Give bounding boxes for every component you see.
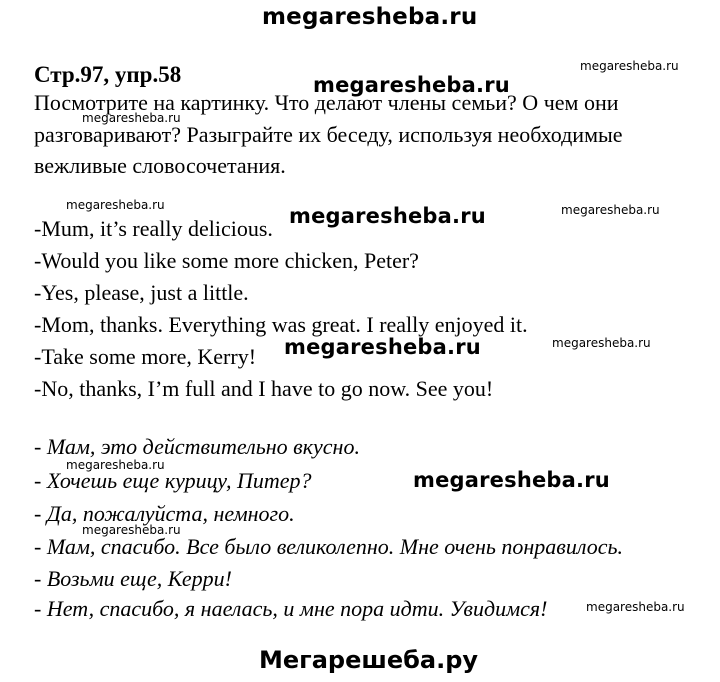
dialogue-ru-line: - Мам, спасибо. Все было великолепно. Мне очень понравилось.: [34, 534, 623, 559]
site-header: megaresheba.ru: [262, 4, 478, 30]
dialogue-ru-line: - Нет, спасибо, я наелась, и мне пора идти. Увидимся!: [34, 596, 548, 621]
dialogue-en-line: -Would you like some more chicken, Peter?: [34, 248, 419, 273]
watermark: megaresheba.ru: [82, 111, 181, 125]
dialogue-ru-line: - Хочешь еще курицу, Питер?: [34, 468, 312, 493]
dialogue-en-line: -No, thanks, I’m full and I have to go now. See you!: [34, 376, 494, 401]
watermark: megaresheba.ru: [561, 203, 660, 217]
watermark: megaresheba.ru: [586, 600, 685, 614]
site-footer: Мегарешеба.ру: [259, 646, 479, 674]
dialogue-ru-line: - Возьми еще, Керри!: [34, 566, 232, 591]
exercise-title: Стр.97, упр.58: [34, 62, 182, 87]
dialogue-en-line: -Yes, please, just a little.: [34, 280, 249, 305]
watermark: megaresheba.ru: [82, 523, 181, 537]
dialogue-en-line: -Take some more, Kerry!: [34, 344, 257, 369]
task-line: вежливые словосочетания.: [34, 153, 286, 178]
watermark: megaresheba.ru: [284, 335, 481, 359]
dialogue-ru-line: - Мам, это действительно вкусно.: [34, 434, 360, 459]
task-line: Посмотрите на картинку. Что делают члены семьи? О чем они: [34, 90, 619, 115]
watermark: megaresheba.ru: [289, 204, 486, 228]
watermark: megaresheba.ru: [580, 59, 679, 73]
dialogue-en-line: -Mom, thanks. Everything was great. I really enjoyed it.: [34, 312, 528, 337]
dialogue-en-line: -Mum, it’s really delicious.: [34, 216, 273, 241]
watermark: megaresheba.ru: [66, 458, 165, 472]
watermark: megaresheba.ru: [413, 468, 610, 492]
watermark: megaresheba.ru: [552, 336, 651, 350]
task-line: разговаривают? Разыграйте их беседу, используя необходимые: [34, 122, 623, 147]
watermark: megaresheba.ru: [313, 73, 510, 97]
watermark: megaresheba.ru: [66, 198, 165, 212]
dialogue-ru-line: - Да, пожалуйста, немного.: [34, 501, 295, 526]
